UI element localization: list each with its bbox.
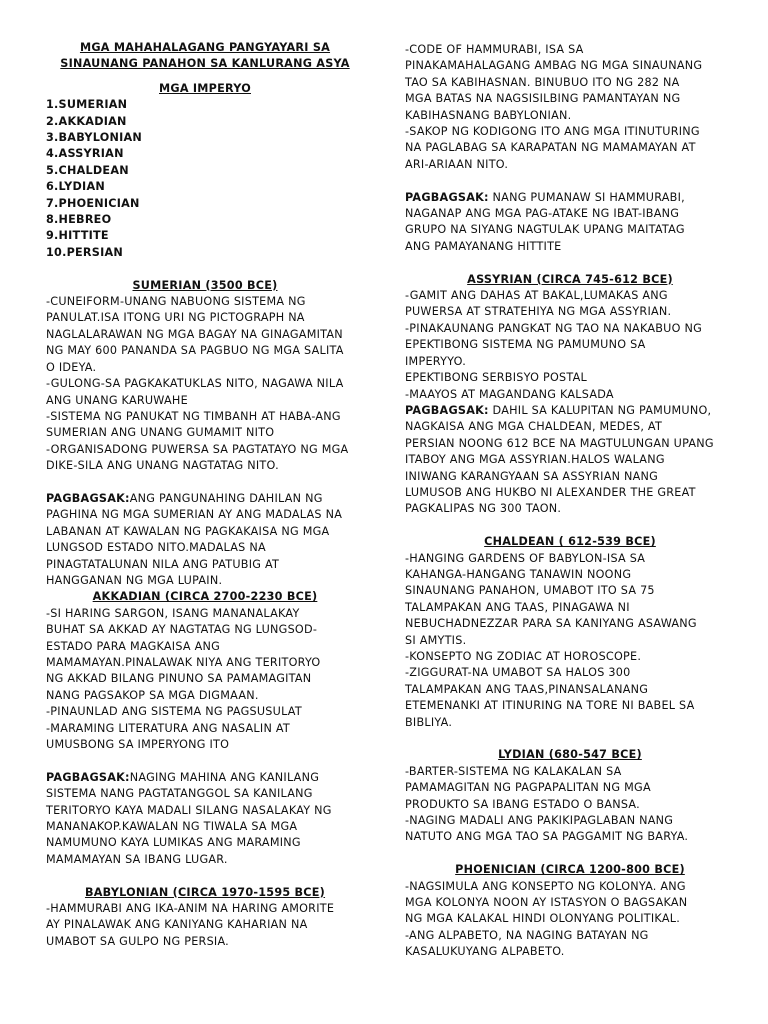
babylonian-text-line: AY PINALAWAK ANG KANIYANG KAHARIAN NA: [46, 918, 308, 932]
babylonian-text-line: ARI-ARIAAN NITO.: [405, 157, 509, 171]
lydian-text-line: NATUTO ANG MGA TAO SA PAGGAMIT NG BARYA.: [405, 830, 689, 844]
chaldean-text-line: NEBUCHADNEZZAR PARA SA KANIYANG ASAWANG: [405, 617, 697, 631]
empire-item: 5.CHALDEAN: [46, 163, 129, 177]
empire-item: 7.PHOENICIAN: [46, 196, 140, 210]
fall-text: NANG PUMANAW SI HAMMURABI,: [488, 190, 685, 204]
akkadian-text-line: -PINAUNLAD ANG SISTEMA NG PAGSUSULAT: [46, 705, 302, 719]
document-title-line-1: MGA MAHAHALAGANG PANGYAYARI SA: [79, 41, 331, 54]
sumerian-text-line: PANULAT.ISA ITONG URI NG PICTOGRAPH NA: [46, 311, 305, 325]
lydian-text-line: -NAGING MADALI ANG PAKIKIPAGLABAN NANG: [405, 814, 674, 828]
akkadian-text-line: -MARAMING LITERATURA ANG NASALIN AT: [46, 721, 291, 735]
chaldean-text-line: -HANGING GARDENS OF BABYLON-ISA SA: [405, 551, 646, 565]
babylonian-text-line: TAO SA KABIHASNAN. BINUBUO ITO NG 282 NA: [405, 75, 680, 89]
akkadian-fall-line: SISTEMA NANG PAGTATANGGOL SA KANILANG: [46, 787, 313, 801]
assyrian-text-line: IMPERYYO.: [405, 354, 467, 368]
babylonian-text-line: -HAMMURABI ANG IKA-ANIM NA HARING AMORITE: [46, 902, 335, 916]
babylonian-text-line: -CODE OF HAMMURABI, ISA SA: [405, 43, 584, 56]
sumerian-text-line: ANG UNANG KARUWAHE: [46, 393, 188, 407]
fall-label: PAGBAGSAK:: [46, 770, 130, 784]
babylonian-text-line: UMABOT SA GULPO NG PERSIA.: [46, 934, 229, 948]
assyrian-fall-line: ITABOY ANG MGA ASSYRIAN.HALOS WALANG: [405, 453, 665, 467]
sumerian-text-line: NG MAY 600 PANANDA SA PAGBUO NG MGA SALITA: [46, 344, 344, 358]
babylonian-heading: BABYLONIAN (CIRCA 1970-1595 BCE): [84, 885, 326, 899]
babylonian-text-line: KABIHASNANG BABYLONIAN.: [405, 108, 572, 122]
chaldean-heading: CHALDEAN ( 612-539 BCE): [484, 535, 656, 549]
sumerian-text-line: DIKE-SILA ANG UNANG NAGTATAG NITO.: [46, 459, 279, 473]
fall-text: NAGING MAHINA ANG KANILANG: [129, 770, 320, 784]
babylonian-fall-line: NAGANAP ANG MGA PAG-ATAKE NG IBAT-IBANG: [405, 207, 680, 221]
fall-text: DAHIL SA KALUPITAN NG PAMUMUNO,: [488, 403, 712, 417]
fall-label: PAGBAGSAK:: [405, 403, 489, 417]
phoenician-text-line: -ANG ALPABETO, NA NAGING BATAYAN NG: [405, 928, 649, 942]
empire-item: 4.ASSYRIAN: [46, 147, 124, 161]
akkadian-text-line: UMUSBONG SA IMPERYONG ITO: [46, 738, 230, 752]
sumerian-text-line: O IDEYA.: [46, 360, 97, 374]
sumerian-text-line: -CUNEIFORM-UNANG NABUONG SISTEMA NG: [46, 295, 306, 309]
chaldean-text-line: SI AMYTIS.: [405, 633, 467, 647]
chaldean-text-line: TALAMPAKAN ANG TAAS, PINAGAWA NI: [405, 600, 630, 614]
assyrian-heading: ASSYRIAN (CIRCA 745-612 BCE): [467, 272, 673, 286]
akkadian-fall-line: [46, 770, 364, 786]
chaldean-text-line: SINAUNANG PANAHON, UMABOT ITO SA 75: [405, 584, 655, 598]
assyrian-fall-line: PERSIAN NOONG 612 BCE NA MAGTULUNGAN UPANG: [405, 436, 714, 450]
fall-label: PAGBAGSAK:: [405, 190, 489, 204]
assyrian-text-line: -GAMIT ANG DAHAS AT BAKAL,LUMAKAS ANG: [405, 289, 668, 303]
sumerian-fall-line: HANGGANAN NG MGA LUPAIN.: [46, 573, 223, 587]
phoenician-text-line: MGA KOLONYA NOON AY ISTASYON O BAGSAKAN: [405, 896, 688, 910]
akkadian-text-line: BUHAT SA AKKAD AY NAGTATAG NG LUNGSOD-: [46, 623, 318, 637]
sumerian-text-line: -ORGANISADONG PUWERSA SA PAGTATAYO NG MGA: [46, 442, 349, 456]
chaldean-text-line: ETEMENANKI AT ITINURING NA TORE NI BABEL SA: [405, 699, 695, 713]
sumerian-text-line: NAGLALARAWAN NG MGA BAGAY NA GINAGAMITAN: [46, 327, 343, 341]
sumerian-text-line: SUMERIAN ANG UNANG GUMAMIT NITO: [46, 426, 275, 440]
assyrian-text-line: EPEKTIBONG SERBISYO POSTAL: [405, 371, 587, 385]
fall-label: PAGBAGSAK:: [46, 491, 130, 505]
sumerian-fall-line: PINAGTATALUNAN NILA ANG PATUBIG AT: [46, 557, 280, 571]
sumerian-heading: SUMERIAN (3500 BCE): [132, 278, 278, 292]
fall-text: ANG PANGUNAHING DAHILAN NG: [129, 491, 323, 505]
assyrian-text-line: -MAAYOS AT MAGANDANG KALSADA: [405, 387, 614, 401]
phoenician-heading: PHOENICIAN (CIRCA 1200-800 BCE): [455, 863, 685, 877]
phoenician-text-line: NG MGA KALAKAL HINDI OLONYANG POLITIKAL.: [405, 912, 681, 926]
assyrian-fall-line: INIWANG KARANGYAAN SA ASSYRIAN NANG: [405, 469, 659, 483]
empire-item: 10.PERSIAN: [46, 245, 124, 259]
sumerian-fall-line: LUNGSOD ESTADO NITO.MADALAS NA: [46, 541, 266, 555]
chaldean-text-line: TALAMPAKAN ANG TAAS,PINANSALANANG: [405, 682, 649, 696]
lydian-text-line: PRODUKTO SA IBANG ESTADO O BANSA.: [405, 797, 640, 811]
assyrian-text-line: EPEKTIBONG SISTEMA NG PAMUMUNO SA: [405, 338, 646, 352]
babylonian-text-line: MGA BATAS NA NAGSISILBING PAMANTAYAN NG: [405, 92, 681, 106]
lydian-text-line: -BARTER-SISTEMA NG KALAKALAN SA: [405, 764, 622, 778]
akkadian-fall-line: MAMAMAYAN SA IBANG LUGAR.: [46, 852, 228, 866]
empire-item: 8.HEBREO: [46, 213, 112, 227]
left-column: [46, 40, 364, 950]
akkadian-fall-line: TERITORYO KAYA MADALI SILANG NASALAKAY NG: [46, 803, 332, 817]
akkadian-heading: AKKADIAN (CIRCA 2700-2230 BCE): [92, 590, 318, 604]
sumerian-fall-line: [46, 491, 364, 507]
akkadian-text-line: NANG PAGSAKOP SA MGA DIGMAAN.: [46, 688, 259, 702]
akkadian-fall-line: MANANAKOP.KAWALAN NG TIWALA SA MGA: [46, 820, 298, 834]
empire-item: 1.SUMERIAN: [46, 98, 128, 112]
phoenician-text-line: KASALUKUYANG ALPABETO.: [405, 945, 565, 959]
babylonian-fall-line: GRUPO NA SIYANG NAGTULAK UPANG MAITATAG: [405, 223, 685, 237]
assyrian-fall-line: NAGKAISA ANG MGA CHALDEAN, MEDES, AT: [405, 420, 663, 434]
chaldean-text-line: KAHANGA-HANGANG TANAWIN NOONG: [405, 567, 632, 581]
sumerian-fall-line: PAGHINA NG MGA SUMERIAN AY ANG MADALAS NA: [46, 508, 343, 522]
babylonian-text-line: -SAKOP NG KODIGONG ITO ANG MGA ITINUTURING: [405, 125, 700, 139]
empire-item: 6.LYDIAN: [46, 180, 105, 194]
assyrian-text-line: -PINAKAUNANG PANGKAT NG TAO NA NAKABUO NG: [405, 321, 703, 335]
babylonian-fall-line: ANG PAMAYANANG HITTITE: [405, 239, 562, 253]
empire-list: [46, 97, 364, 261]
assyrian-fall-line: LUMUSOB ANG HUKBO NI ALEXANDER THE GREAT: [405, 485, 696, 499]
chaldean-text-line: -KONSEPTO NG ZODIAC AT HOROSCOPE.: [405, 649, 642, 663]
lydian-heading: LYDIAN (680-547 BCE): [498, 748, 642, 762]
empires-heading: MGA IMPERYO: [159, 81, 251, 95]
babylonian-text-line: NA PAGLABAG SA KARAPATAN NG MAMAMAYAN AT: [405, 141, 696, 155]
sumerian-fall-line: LABANAN AT KAWALAN NG PAGKAKAISA NG MGA: [46, 524, 330, 538]
akkadian-fall-line: NAMUMUNO KAYA LUMIKAS ANG MARAMING: [46, 836, 301, 850]
babylonian-text-line: PINAKAMAHALAGANG AMBAG NG MGA SINAUNANG: [405, 59, 703, 73]
assyrian-text-line: PUWERSA AT STRATEHIYA NG MGA ASSYRIAN.: [405, 305, 672, 319]
empire-item: 9.HITTITE: [46, 229, 109, 243]
document-title-line-2: SINAUNANG PANAHON SA KANLURANG ASYA: [60, 57, 350, 71]
akkadian-text-line: NG AKKAD BILANG PINUNO SA PAMAMAGITAN: [46, 672, 312, 686]
akkadian-text-line: ESTADO PARA MAGKAISA ANG: [46, 639, 221, 653]
assyrian-fall-line: [405, 403, 735, 419]
babylonian-fall-line: [405, 190, 735, 206]
chaldean-text-line: BIBLIYA.: [405, 715, 453, 729]
chaldean-text-line: -ZIGGURAT-NA UMABOT SA HALOS 300: [405, 666, 631, 680]
sumerian-text-line: -GULONG-SA PAGKAKATUKLAS NITO, NAGAWA NILA: [46, 377, 344, 391]
phoenician-text-line: -NAGSIMULA ANG KONSEPTO NG KOLONYA. ANG: [405, 879, 686, 893]
assyrian-fall-line: PAGKALIPAS NG 300 TAON.: [405, 502, 562, 516]
akkadian-text-line: -SI HARING SARGON, ISANG MANANALAKAY: [46, 606, 300, 620]
akkadian-text-line: MAMAMAYAN.PINALAWAK NIYA ANG TERITORYO: [46, 656, 321, 669]
sumerian-text-line: -SISTEMA NG PANUKAT NG TIMBANH AT HABA-ANG: [46, 409, 341, 423]
right-column: [405, 42, 735, 961]
empire-item: 3.BABYLONIAN: [46, 131, 143, 145]
lydian-text-line: PAMAMAGITAN NG PAGPAPALITAN NG MGA: [405, 781, 651, 795]
empire-item: 2.AKKADIAN: [46, 114, 127, 128]
